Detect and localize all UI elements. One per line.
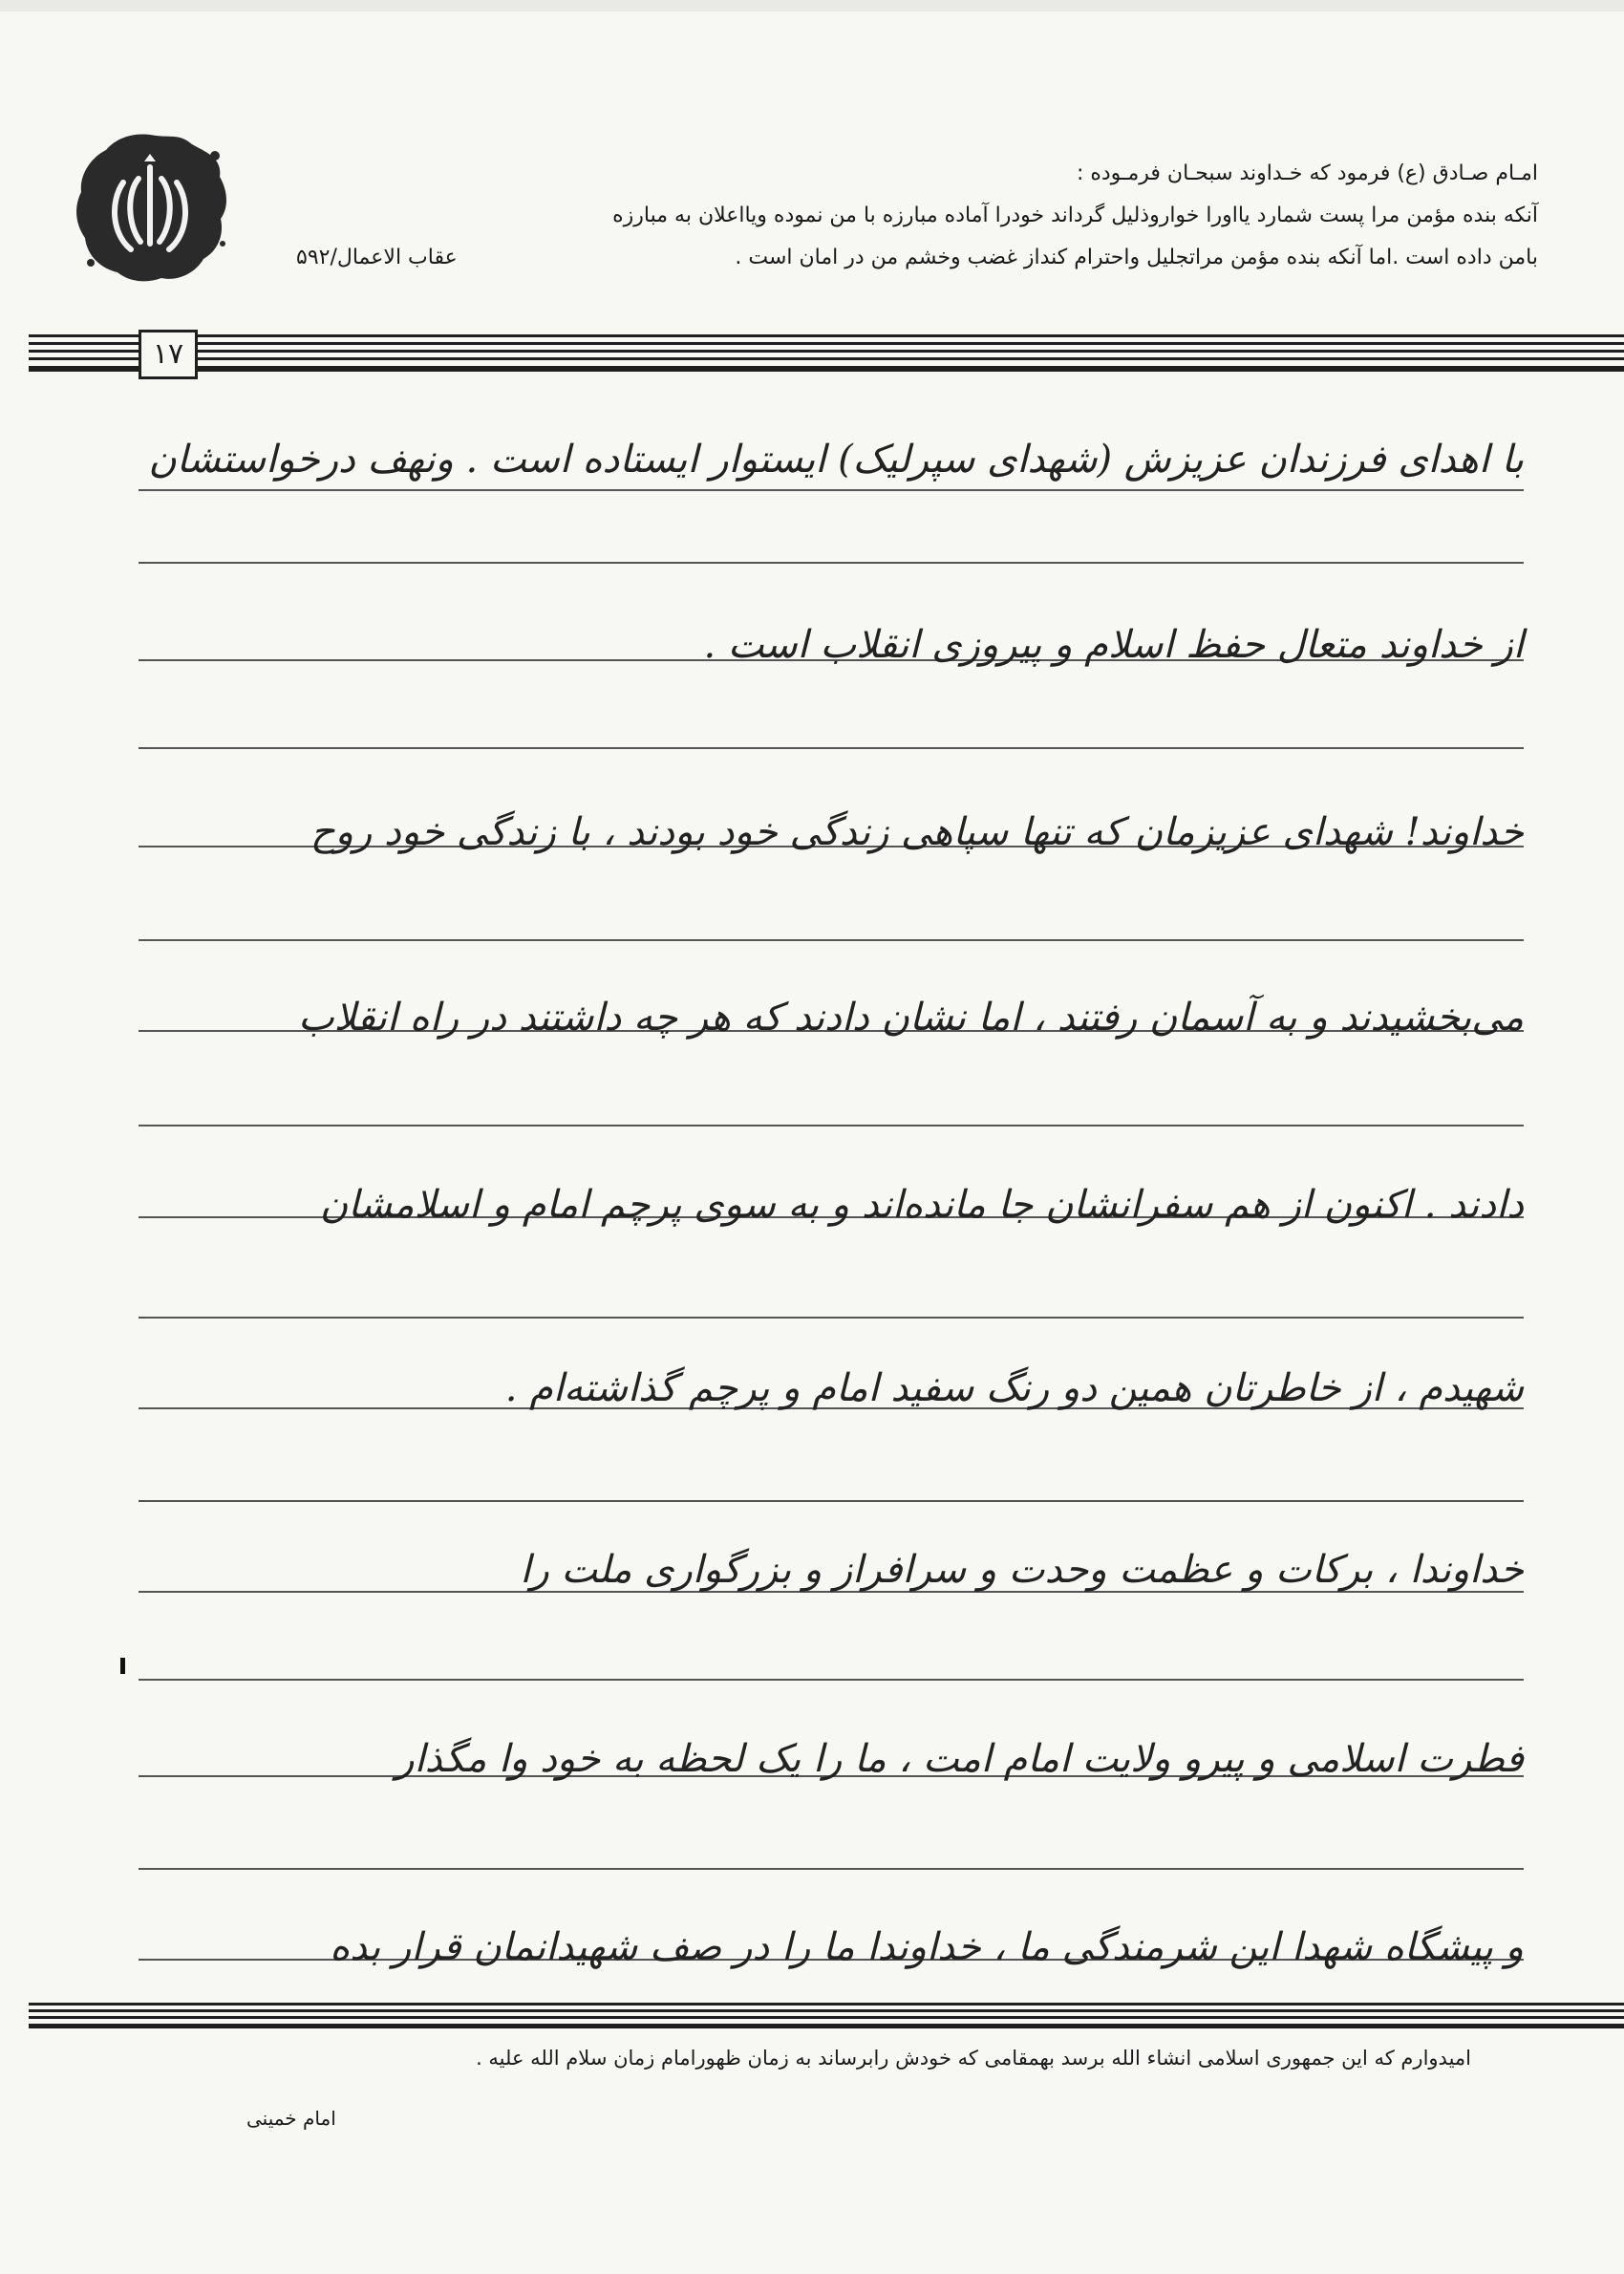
quote-line: امـام صـادق (ع) فرمود که خـداوند سبحـان فرمـوده : <box>1076 161 1538 185</box>
scan-edge <box>0 0 1624 11</box>
handwritten-line: دادند . اکنون از هم سفرانشان جا مانده‌اند و به سوی پرچم امام و اسلامشان <box>319 1183 1524 1227</box>
quote-line: آنکه بنده مؤمن مرا پست شمارد یااورا خواروذلیل گرداند خودرا آماده مبارزه با من نموده ویااعلان به مبارزه <box>612 204 1538 227</box>
handwritten-line: با اهدای فرزندان عزیزش (شهدای سپرلیک) ایستوار ایستاده است . ونهف درخواستشان <box>148 438 1524 482</box>
handwritten-line: خداوند! شهدای عزیزمان که تنها سپاهی زندگی خود بودند ، با زندگی خود روح <box>310 810 1524 854</box>
handwritten-line: و پیشگاه شهدا این شرمندگی ما ، خداوندا ما را در صف شهیدانمان قرار بده <box>330 1925 1524 1969</box>
footer-rule <box>29 1999 1624 2033</box>
emblem-logo <box>72 129 229 287</box>
handwritten-line: از خداوند متعال حفظ اسلام و پیروزی انقلاب است . <box>703 623 1524 667</box>
handwritten-line: می‌بخشیدند و به آسمان رفتند ، اما نشان دادند که هر چه داشتند در راه انقلاب <box>298 996 1524 1040</box>
quote-line: بامن داده است .اما آنکه بنده مؤمن مراتجلیل واحترام کنداز غضب وخشم من در امان است . <box>735 246 1538 269</box>
footer-signature: امام خمینی <box>246 2107 336 2130</box>
handwritten-line: فطرت اسلامی و پیرو ولایت امام امت ، ما را یک لحظه به خود وا مگذار <box>395 1737 1524 1781</box>
hadith-quote <box>296 153 1538 279</box>
footer-quote: امیدوارم که این جمهوری اسلامی انشاء الله برسد بهمقامی که خودش رابرساند به زمان ظهورامام زمان سلام الله علیه . <box>476 2047 1471 2070</box>
handwritten-line: شهیدم ، از خاطرتان همین دو رنگ سفید امام و پرچم گذاشته‌ام . <box>504 1366 1524 1410</box>
header-rule <box>29 330 1624 387</box>
handwritten-line: خداوندا ، برکات و عظمت وحدت و سرافراز و بزرگواری ملت را <box>520 1548 1524 1592</box>
quote-source: عقاب الاعمال/۵۹۲ <box>296 246 458 269</box>
page-number: ۱۷ <box>139 330 198 379</box>
ink-mark <box>120 1658 125 1674</box>
